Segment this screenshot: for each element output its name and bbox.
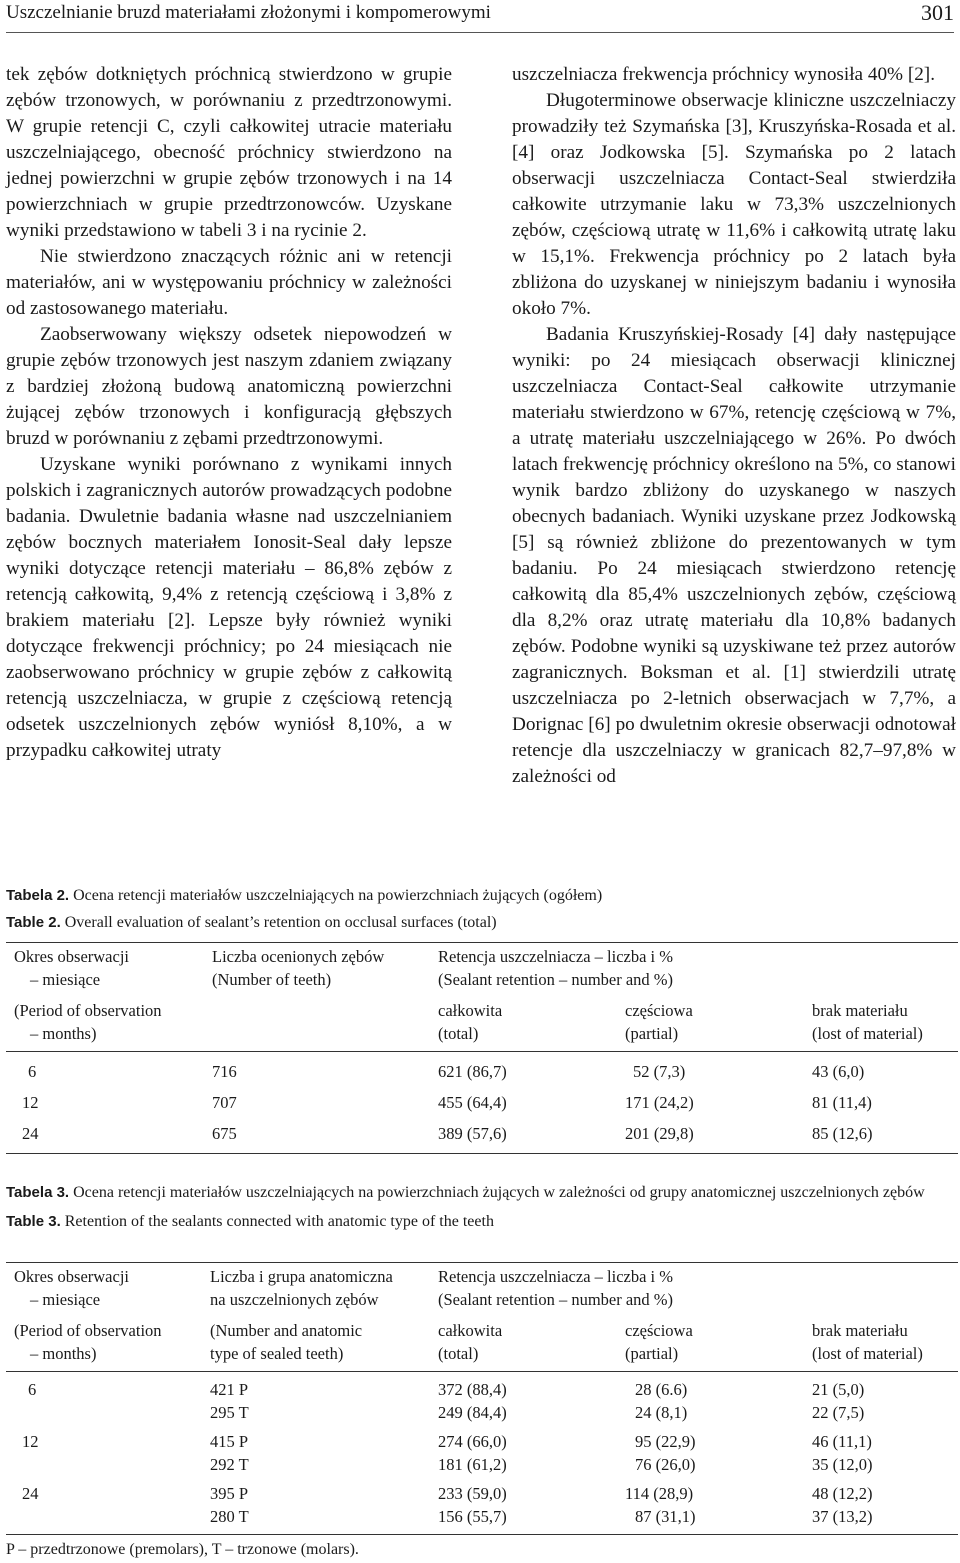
header-group-en-2: type of sealed teeth) (210, 1344, 344, 1363)
cell-total-premolars: 233 (59,0) (438, 1484, 507, 1503)
header-retention-en: (Sealant retention – number and %) (438, 1290, 674, 1309)
paragraph: uszczelniacza frekwencja próchnicy wynosiła 40% [2]. (512, 64, 935, 85)
table-row (6, 1052, 958, 1084)
cell-lost: 43 (6,0) (812, 1062, 865, 1081)
right-column (512, 62, 956, 790)
table-row (6, 1114, 958, 1154)
cell-partial-molars: 87 (31,1) (635, 1507, 696, 1526)
table2-caption-en: Overall evaluation of sealant’s retention on occlusal surfaces (total) (64, 914, 497, 931)
cell-teeth: 716 (212, 1062, 237, 1081)
cell-lost-premolars: 21 (5,0) (812, 1380, 865, 1399)
cell-partial-premolars: 95 (22,9) (635, 1432, 696, 1451)
header-lost: brak materiału (812, 1001, 908, 1020)
cell-lost-premolars: 48 (12,2) (812, 1484, 873, 1503)
running-header (6, 0, 954, 33)
cell-total-molars: 156 (55,7) (438, 1507, 507, 1526)
header-lost-en: (lost of material) (812, 1024, 923, 1043)
paragraph: Uzyskane wyniki porównano z wynikami innych polskich i zagranicznych autorów prowadzących podobne badania. Dwuletnie badania własne nad uszczelnianiem zębów bocznych materiałem Ionosit-Seal dały lepsze wyniki dotyczące retencji materiału – 86,8% zębów z retencją całkowitą, 9,4% z retencją częściową i 3,8% z brakiem materiału [2]. Lepsze były również wyniki dotyczące frekwencji próchnicy; po 24 miesiącach nie zaobserwowano próchnicy w grupie zębów z całkowitą retencją uszczelniacza, w grupie z częściową retencją odsetek uszczelnionych zębów wyniósł 8,10%, a w przypadku całkowitej utraty (6, 454, 452, 761)
cell-lost-molars: 22 (7,5) (812, 1403, 865, 1422)
table2-label-en: Table 2. (6, 914, 61, 931)
cell-partial: 201 (29,8) (617, 1114, 804, 1154)
table-subheader-row (6, 1311, 958, 1372)
header-retention-en: (Sealant retention – number and %) (438, 970, 674, 989)
cell-partial-premolars: 28 (6.6) (635, 1380, 688, 1399)
table-header-row (6, 943, 958, 992)
header-period-en-unit: – months) (30, 1344, 97, 1363)
cell-premolars: 415 P (210, 1432, 249, 1451)
header-total-en: (total) (438, 1024, 479, 1043)
left-column (6, 62, 452, 764)
page-number: 301 (921, 0, 954, 25)
cell-lost: 85 (12,6) (804, 1114, 958, 1154)
cell-molars: 280 T (210, 1507, 249, 1526)
cell-molars: 295 T (210, 1403, 249, 1422)
table3 (6, 1262, 958, 1535)
header-total: całkowita (438, 1321, 503, 1340)
cell-period: 24 (6, 1476, 202, 1535)
cell-total-premolars: 274 (66,0) (438, 1432, 507, 1451)
header-total: całkowita (438, 1001, 503, 1020)
cell-total-premolars: 372 (88,4) (438, 1380, 507, 1399)
header-lost-en: (lost of material) (812, 1344, 923, 1363)
cell-period: 12 (22, 1093, 39, 1112)
cell-period: 24 (6, 1114, 204, 1154)
paragraph: Badania Kruszyńskiej-Rosady [4] dały następujące wyniki: po 24 miesiącach obserwacji klinicznej uszczelniacza Contact-Seal całkowite utrzymanie materiału stwierdzono w 67%, retencję częściową w 7%, a utratę materiału uszczelniającego w 26%. Po dwóch latach frekwencję próchnicy określono na 5%, co stanowi wynik bardzo zbliżony do uzyskanego w naszych obecnych badaniach. Wyniki uzyskane przez Jodkowską [5] są również zbliżone do prezentowanych w tym badaniu. Po 24 miesiącach stwierdzono retencję całkowitą dla 85,4% uszczelnionych zębów, częściową dla 8,2% oraz utratę materiału dla 10,8% badanych zębów. Podobne wyniki są uzyskiwane też przez autorów zagranicznych. Boksman et al. [1] stwierdzili utratę uszczelniacza po 2-letnich obserwacjach w 7,7%, a Dorignac [6] po dwuletnim okresie obserwacji odnotował retencje dla uszczelniaczy w granicach 82,7–97,8% w zależności od (512, 324, 956, 787)
table-row (6, 1083, 958, 1114)
table3-caption (6, 1181, 956, 1233)
cell-period: 6 (28, 1380, 37, 1399)
paragraph: Zaobserwowany większy odsetek niepowodzeń w grupie zębów trzonowych jest naszym zdaniem związany z bardziej złożoną budową anatomiczną powierzchni żującej zębów trzonowych i konfiguracją głębszych bruzd w porównaniu z zębami przedtrzonowymi. (6, 324, 452, 449)
cell-partial-premolars: 114 (28,9) (625, 1484, 694, 1503)
table2 (6, 942, 958, 1154)
cell-lost: 81 (11,4) (812, 1093, 872, 1112)
header-total-en: (total) (438, 1344, 479, 1363)
header-group-en: (Number and anatomic (210, 1321, 363, 1340)
table3-label-en: Table 3. (6, 1213, 61, 1230)
table-row (6, 1424, 958, 1476)
table3-label-pl: Tabela 3. (6, 1184, 70, 1201)
table3-caption-en: Retention of the sealants connected with anatomic type of the teeth (64, 1213, 494, 1230)
header-period-pl: Okres obserwacji (14, 1267, 130, 1286)
cell-lost-molars: 35 (12,0) (812, 1455, 873, 1474)
table-row (6, 1476, 958, 1535)
cell-partial: 52 (7,3) (633, 1062, 686, 1081)
cell-premolars: 421 P (210, 1380, 249, 1399)
cell-partial: 171 (24,2) (625, 1093, 694, 1112)
cell-total: 455 (64,4) (438, 1093, 507, 1112)
header-period-pl: Okres obserwacji (14, 947, 130, 966)
cell-teeth: 675 (204, 1114, 430, 1154)
header-partial: częściowa (625, 1321, 693, 1340)
header-period-pl-unit: – miesiące (30, 970, 101, 989)
cell-teeth: 707 (212, 1093, 237, 1112)
running-title: Uszczelnianie bruzd materiałami złożonymi i kompomerowymi (6, 2, 491, 23)
cell-total-molars: 181 (61,2) (438, 1455, 507, 1474)
header-retention-pl: Retencja uszczelniacza – liczba i % (438, 1267, 673, 1286)
header-group-pl-2: na uszczelnionych zębów (210, 1290, 379, 1309)
cell-premolars: 395 P (210, 1484, 249, 1503)
header-period-en: (Period of observation (14, 1001, 162, 1020)
paragraph: Długoterminowe obserwacje kliniczne uszczelniaczy prowadziły też Szymańska [3], Kruszyńska-Rosada et al. [4] oraz Jodkowska [5]. Szymańska po 2 latach obserwacji uszczelniacza Contact-Seal stwierdziła całkowite utrzymanie laku w 73,3% uszczelnionych zębów, częściową utratę w 11,6% i całkowitą utratę laku w 15,1%. Frekwencja próchnicy po 2 latach była zbliżona do uzyskanej w niniejszym badaniu i wynosiła około 7%. (512, 90, 956, 319)
table2-caption-pl: Ocena retencji materiałów uszczelniających na powierzchniach żujących (ogółem) (73, 887, 603, 904)
header-partial-en: (partial) (625, 1024, 679, 1043)
cell-total-molars: 249 (84,4) (438, 1403, 507, 1422)
table2-caption (6, 884, 956, 934)
cell-partial-molars: 76 (26,0) (635, 1455, 696, 1474)
header-partial-en: (partial) (625, 1344, 679, 1363)
cell-molars: 292 T (210, 1455, 249, 1474)
header-retention-pl: Retencja uszczelniacza – liczba i % (438, 947, 673, 966)
table2-label-pl: Tabela 2. (6, 887, 70, 904)
header-lost: brak materiału (812, 1321, 908, 1340)
table-row (6, 1372, 958, 1425)
paragraph: Nie stwierdzono znaczących różnic ani w retencji materiałów, ani w występowaniu próchnicy w zależności od zastosowanego materiału. (6, 246, 452, 319)
cell-total: 389 (57,6) (430, 1114, 617, 1154)
header-partial: częściowa (625, 1001, 693, 1020)
header-group-pl: Liczba i grupa anatomiczna (210, 1267, 393, 1286)
table3-caption-pl: Ocena retencji materiałów uszczelniających na powierzchniach żujących w zależności od grupy anatomicznej uszczelnionych zębów (73, 1184, 925, 1201)
paragraph: tek zębów dotkniętych próchnicą stwierdzono w grupie zębów trzonowych, w porównaniu z przedtrzonowymi. W grupie retencji C, czyli całkowitej utracie materiału uszczelniającego, obecność próchnicy stwierdzono na jednej powierzchni w grupie zębów trzonowych i na 14 powierzchniach w grupie przedtrzonowców. Uzyskane wyniki przedstawiono w tabeli 3 i na rycinie 2. (6, 64, 452, 241)
table3-footnote: P – przedtrzonowe (premolars), T – trzonowe (molars). (6, 1541, 359, 1558)
cell-period: 6 (28, 1062, 37, 1081)
cell-lost-molars: 37 (13,2) (812, 1507, 873, 1526)
header-period-pl-unit: – miesiące (30, 1290, 101, 1309)
header-teeth-count-pl: Liczba ocenionych zębów (212, 947, 385, 966)
header-period-en-unit: – months) (30, 1024, 97, 1043)
cell-period: 12 (22, 1432, 39, 1451)
header-teeth-count-en: (Number of teeth) (212, 970, 332, 989)
cell-lost-premolars: 46 (11,1) (812, 1432, 872, 1451)
cell-total: 621 (86,7) (438, 1062, 507, 1081)
header-period-en: (Period of observation (14, 1321, 162, 1340)
cell-partial-molars: 24 (8,1) (635, 1403, 688, 1422)
table-header-row (6, 1263, 958, 1312)
table-subheader-row (6, 991, 958, 1052)
